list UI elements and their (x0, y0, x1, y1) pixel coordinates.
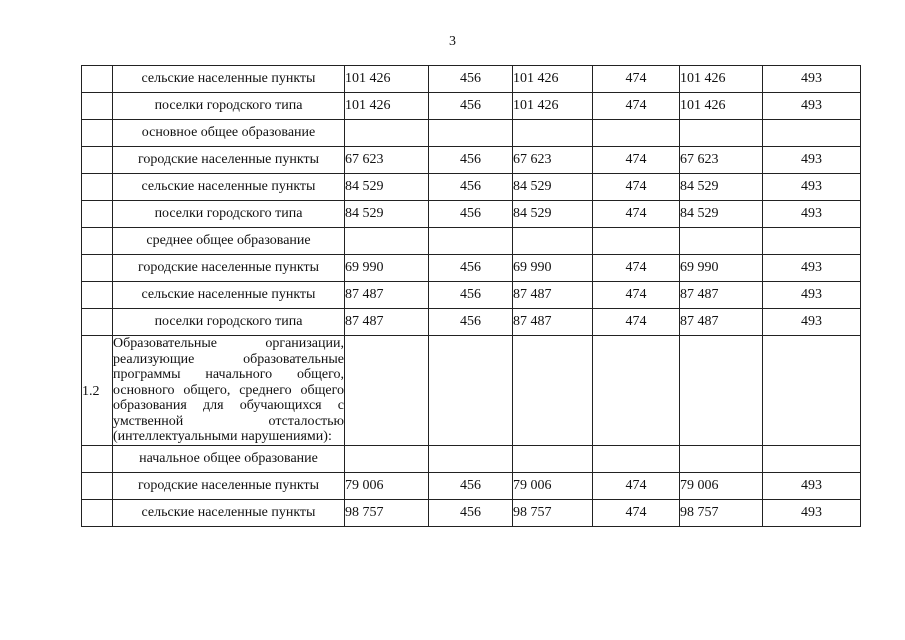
value-cell-v2: 456 (429, 309, 513, 336)
value-cell-v2: 456 (429, 499, 513, 526)
value-cell-v1: 101 426 (345, 93, 429, 120)
row-name-cell: сельские населенные пункты (113, 282, 345, 309)
row-number-cell (82, 282, 113, 309)
value-cell-v2: 456 (429, 201, 513, 228)
row-number-cell: 1.2 (82, 336, 113, 446)
value-cell-v1: 69 990 (345, 255, 429, 282)
table-row (82, 472, 861, 499)
value-cell-v5 (680, 445, 763, 472)
value-cell-v3: 69 990 (513, 255, 593, 282)
table-row (82, 499, 861, 526)
row-name-cell: сельские населенные пункты (113, 66, 345, 93)
row-name-cell: поселки городского типа (113, 309, 345, 336)
value-cell-v4: 474 (593, 255, 680, 282)
row-number-cell (82, 499, 113, 526)
value-cell-v2: 456 (429, 472, 513, 499)
row-number-cell (82, 201, 113, 228)
table-row (82, 255, 861, 282)
row-name-cell: городские населенные пункты (113, 147, 345, 174)
value-cell-v4 (593, 228, 680, 255)
value-cell-v6: 493 (763, 66, 861, 93)
row-name-cell: начальное общее образование (113, 445, 345, 472)
value-cell-v4 (593, 336, 680, 446)
value-cell-v3: 87 487 (513, 309, 593, 336)
row-number-cell (82, 228, 113, 255)
table-row (82, 120, 861, 147)
row-number-cell (82, 93, 113, 120)
row-number-cell (82, 120, 113, 147)
value-cell-v3: 67 623 (513, 147, 593, 174)
value-cell-v1: 84 529 (345, 174, 429, 201)
table-row (82, 336, 861, 446)
table-row (82, 66, 861, 93)
value-cell-v3 (513, 336, 593, 446)
table-row (82, 282, 861, 309)
value-cell-v1 (345, 336, 429, 446)
value-cell-v2 (429, 228, 513, 255)
value-cell-v2 (429, 445, 513, 472)
value-cell-v5 (680, 336, 763, 446)
value-cell-v2 (429, 120, 513, 147)
table-row (82, 174, 861, 201)
row-name-cell: Образовательные организации, реализующие образовательные программы начального общего, основного общего, среднего общего образования для обучающихся с умственной отсталостью (интеллектуальными нарушениями): (113, 336, 344, 444)
value-cell-v4: 474 (593, 147, 680, 174)
value-cell-v5: 101 426 (680, 66, 763, 93)
value-cell-v3: 87 487 (513, 282, 593, 309)
value-cell-v6: 493 (763, 309, 861, 336)
row-number-cell (82, 174, 113, 201)
value-cell-v3: 84 529 (513, 174, 593, 201)
value-cell-v4: 474 (593, 309, 680, 336)
value-cell-v2 (429, 336, 513, 446)
table-row (82, 93, 861, 120)
row-name-cell: основное общее образование (113, 120, 345, 147)
value-cell-v5 (680, 120, 763, 147)
value-cell-v2: 456 (429, 255, 513, 282)
value-cell-v5: 69 990 (680, 255, 763, 282)
value-cell-v4 (593, 445, 680, 472)
value-cell-v1 (345, 120, 429, 147)
value-cell-v5: 84 529 (680, 201, 763, 228)
value-cell-v1: 101 426 (345, 66, 429, 93)
table-body (82, 66, 861, 527)
value-cell-v4: 474 (593, 66, 680, 93)
value-cell-v6 (763, 445, 861, 472)
value-cell-v1: 98 757 (345, 499, 429, 526)
value-cell-v6: 493 (763, 174, 861, 201)
row-name-cell: среднее общее образование (113, 228, 345, 255)
value-cell-v4: 474 (593, 282, 680, 309)
value-cell-v5: 98 757 (680, 499, 763, 526)
row-number-cell (82, 445, 113, 472)
value-cell-v6 (763, 120, 861, 147)
value-cell-v6: 493 (763, 93, 861, 120)
value-cell-v1: 87 487 (345, 309, 429, 336)
value-cell-v1 (345, 445, 429, 472)
value-cell-v4: 474 (593, 174, 680, 201)
value-cell-v6: 493 (763, 255, 861, 282)
value-cell-v1: 79 006 (345, 472, 429, 499)
value-cell-v5: 79 006 (680, 472, 763, 499)
row-name-cell: поселки городского типа (113, 93, 345, 120)
row-name-cell: сельские населенные пункты (113, 174, 345, 201)
value-cell-v5 (680, 228, 763, 255)
value-cell-v5: 87 487 (680, 309, 763, 336)
value-cell-v2: 456 (429, 66, 513, 93)
value-cell-v3: 98 757 (513, 499, 593, 526)
row-number-cell (82, 66, 113, 93)
value-cell-v3 (513, 120, 593, 147)
row-number-cell (82, 309, 113, 336)
table-row (82, 147, 861, 174)
row-name-cell: городские населенные пункты (113, 255, 345, 282)
value-cell-v6 (763, 336, 861, 446)
table-row (82, 445, 861, 472)
value-cell-v5: 67 623 (680, 147, 763, 174)
row-name-cell: поселки городского типа (113, 201, 345, 228)
value-cell-v6: 493 (763, 201, 861, 228)
value-cell-v1: 84 529 (345, 201, 429, 228)
value-cell-v1 (345, 228, 429, 255)
value-cell-v3 (513, 445, 593, 472)
value-cell-v5: 84 529 (680, 174, 763, 201)
row-name-cell: городские населенные пункты (113, 472, 345, 499)
value-cell-v3: 84 529 (513, 201, 593, 228)
value-cell-v1: 67 623 (345, 147, 429, 174)
value-cell-v2: 456 (429, 93, 513, 120)
value-cell-v3: 79 006 (513, 472, 593, 499)
value-cell-v4: 474 (593, 499, 680, 526)
value-cell-v1: 87 487 (345, 282, 429, 309)
value-cell-v4 (593, 120, 680, 147)
value-cell-v4: 474 (593, 472, 680, 499)
table-row (82, 309, 861, 336)
value-cell-v5: 101 426 (680, 93, 763, 120)
value-cell-v6 (763, 228, 861, 255)
row-number-cell (82, 147, 113, 174)
row-number-cell (82, 255, 113, 282)
value-cell-v4: 474 (593, 201, 680, 228)
value-cell-v4: 474 (593, 93, 680, 120)
value-cell-v6: 493 (763, 282, 861, 309)
value-cell-v6: 493 (763, 499, 861, 526)
value-cell-v6: 493 (763, 472, 861, 499)
tariff-table (81, 65, 861, 527)
value-cell-v3: 101 426 (513, 93, 593, 120)
value-cell-v2: 456 (429, 147, 513, 174)
value-cell-v6: 493 (763, 147, 861, 174)
row-name-cell: сельские населенные пункты (113, 499, 345, 526)
value-cell-v2: 456 (429, 282, 513, 309)
row-number-cell (82, 472, 113, 499)
page-number: 3 (449, 34, 456, 49)
value-cell-v3 (513, 228, 593, 255)
value-cell-v5: 87 487 (680, 282, 763, 309)
value-cell-v3: 101 426 (513, 66, 593, 93)
table-row (82, 201, 861, 228)
value-cell-v2: 456 (429, 174, 513, 201)
table-row (82, 228, 861, 255)
